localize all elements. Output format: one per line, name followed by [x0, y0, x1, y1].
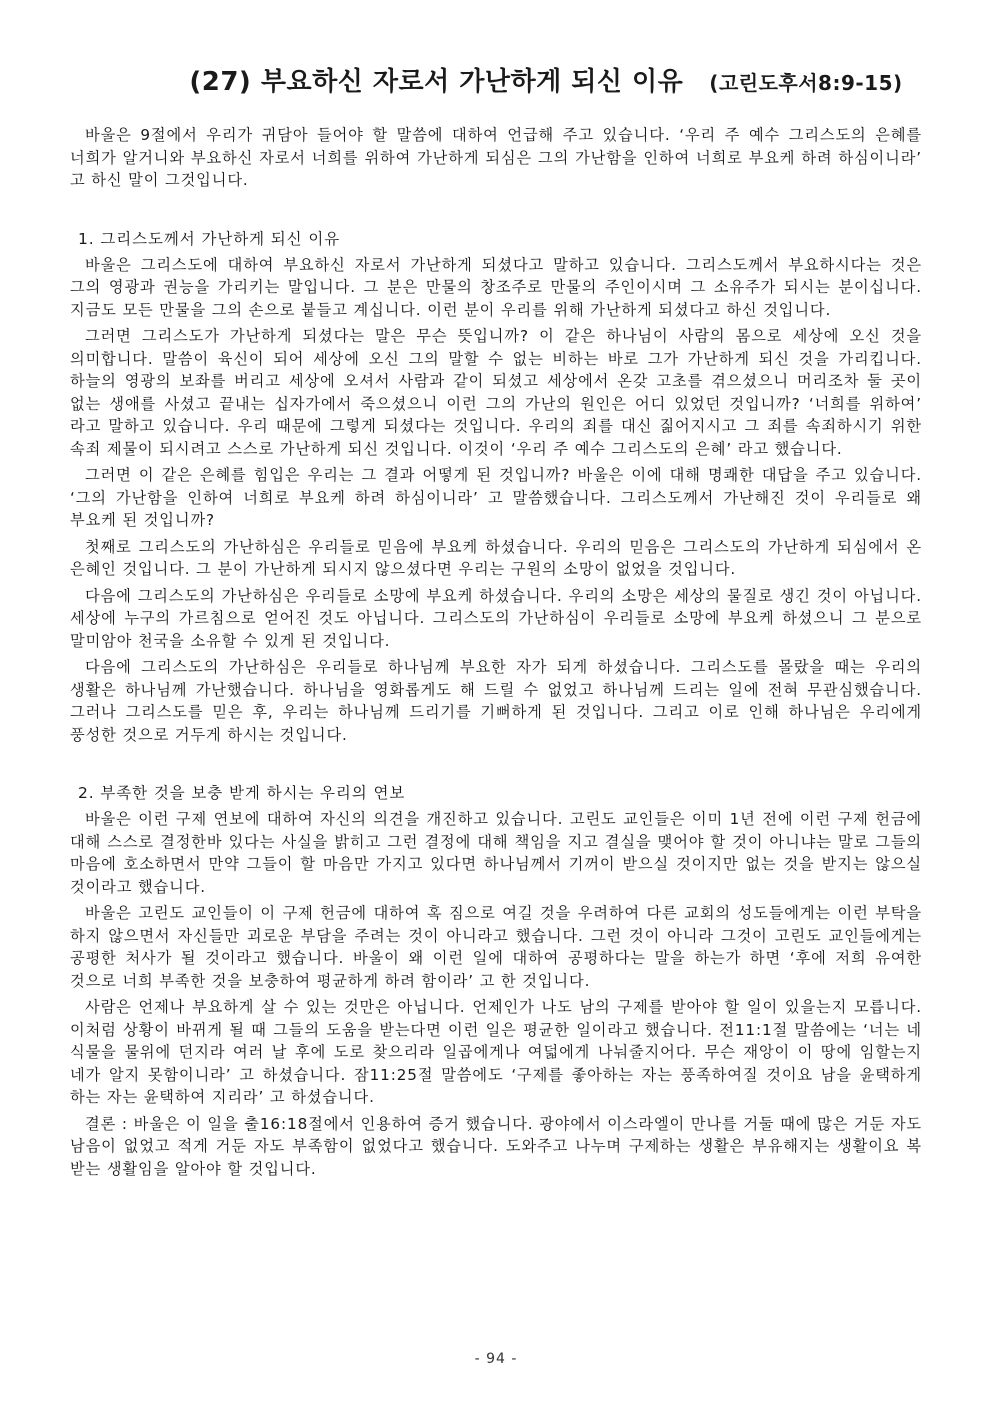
- section-1-paragraph-2: 그러면 그리스도가 가난하게 되셨다는 말은 무슨 뜻입니까? 이 같은 하나님이 사람의 몸으로 세상에 오신 것을 의미합니다. 말씀이 육신이 되어 세상에 오신 그의 말할 수 없는 비하는 바로 그가 가난하게 되신 것을 가리킵니다. 하늘의 영광의 보좌를 버리고 세상에 오셔서 사람과 같이 되셨고 세상에서 온갖 고초를 겪으셨으니 머리조차 둘 곳이 없는 생애를 사셨고 끝내는 십자가에서 죽으셨으니 이런 그의 가난의 원인은 어디 있었던 것입니까? ‘너희를 위하여’ 라고 말하고 있습니다. 우리 때문에 그렇게 되셨다는 것입니다. 우리의 죄를 대신 짊어지시고 그 죄를 속죄하시기 위한 속죄 제물이 되시려고 스스로 가난하게 되신 것입니다. 이것이 ‘우리 주 예수 그리스도의 은혜’ 라고 했습니다.: [70, 327, 922, 458]
- page-number: - 94 -: [474, 1351, 518, 1367]
- page-title: [120, 60, 972, 98]
- section-1-paragraph-4: 첫째로 그리스도의 가난하심은 우리들로 믿음에 부요케 하셨습니다. 우리의 믿음은 그리스도의 가난하게 되심에서 온 은혜인 것입니다. 그 분이 가난하게 되시지 않으셨다면 우리는 구원의 소망이 없었을 것입니다.: [70, 537, 922, 579]
- section-1-paragraph-5: 다음에 그리스도의 가난하심은 우리들로 소망에 부요케 하셨습니다. 우리의 소망은 세상의 물질로 생긴 것이 아닙니다. 세상에 누구의 가르침으로 얻어진 것도 아닙니다. 그리스도의 가난하심이 우리들로 소망에 부요케 하셨으니 그 분으로 말미암아 천국을 소유할 수 있게 된 것입니다.: [70, 586, 922, 650]
- section-1: [70, 228, 922, 747]
- section-2-heading: 2. 부족한 것을 보충 받게 하시는 우리의 연보: [78, 784, 406, 803]
- section-1-heading: 1. 그리스도께서 가난하게 되신 이유: [78, 229, 341, 248]
- section-2-paragraph-1: 바울은 이런 구제 연보에 대하여 자신의 의견을 개진하고 있습니다. 고린도 교인들은 이미 1년 전에 이런 구제 헌금에 대해 스스로 결정한바 있다는 사실을 밝히고 그런 결정에 대해 책임을 지고 결실을 맺어야 할 것이 아니냐는 말로 그들의 마음에 호소하면서 만약 그들이 할 마음만 가지고 있다면 하나님께서 기꺼이 받으실 것이지만 없는 것을 받지는 않으실 것이라고 했습니다.: [70, 810, 922, 896]
- scripture-reference: (고린도후서8:9-15): [709, 71, 903, 95]
- section-1-paragraph-3: 그러면 이 같은 은혜를 힘입은 우리는 그 결과 어떻게 된 것입니까? 바울은 이에 대해 명쾌한 대답을 주고 있습니다. ‘그의 가난함을 인하여 너희로 부요케 하려 하심이니라’ 고 말씀했습니다. 그리스도께서 가난해진 것이 우리들로 왜 부요케 된 것입니까?: [70, 466, 922, 530]
- sermon-title: (27) 부요하신 자로서 가난하게 되신 이유: [189, 67, 684, 97]
- section-2: [70, 782, 922, 1180]
- document-page: [70, 60, 922, 1184]
- section-1-paragraph-1: 바울은 그리스도에 대하여 부요하신 자로서 가난하게 되셨다고 말하고 있습니다. 그리스도께서 부요하시다는 것은 그의 영광과 권능을 가리키는 말입니다. 그 분은 만물의 창조주로 만물의 주인이시며 그 소유주가 되시는 분이십니다. 지금도 모든 만물을 그의 손으로 붙들고 계십니다. 이런 분이 우리를 위해 가난하게 되셨다고 하신 것입니다.: [70, 255, 922, 319]
- section-2-paragraph-3: 사람은 언제나 부요하게 살 수 있는 것만은 아닙니다. 언제인가 나도 남의 구제를 받아야 할 일이 있을는지 모릅니다. 이처럼 상황이 바뀌게 될 때 그들의 도움을 받는다면 이런 일은 평균한 일이라고 했습니다. 전11:1절 말씀에는 ‘너는 네 식물을 물위에 던지라 여러 날 후에 도로 찾으리라 일곱에게나 여덟에게 나눠줄지어다. 무슨 재앙이 이 땅에 임할는지 네가 알지 못함이니라’ 고 하셨습니다. 잠11:25절 말씀에도 ‘구제를 좋아하는 자는 풍족하여질 것이요 남을 윤택하게 하는 자는 윤택하여 지리라’ 고 하셨습니다.: [70, 998, 922, 1107]
- section-1-paragraph-6: 다음에 그리스도의 가난하심은 우리들로 하나님께 부요한 자가 되게 하셨습니다. 그리스도를 몰랐을 때는 우리의 생활은 하나님께 가난했습니다. 하나님을 영화롭게도 해 드릴 수 없었고 하나님께 드리는 일에 전혀 무관심했습니다. 그러나 그리스도를 믿은 후, 우리는 하나님께 드리기를 기뻐하게 된 것입니다. 그리고 이로 인해 하나님은 우리에게 풍성한 것으로 거두게 하시는 것입니다.: [70, 658, 922, 744]
- intro-paragraph: 바울은 9절에서 우리가 귀담아 들어야 할 말씀에 대하여 언급해 주고 있습니다. ‘우리 주 예수 그리스도의 은혜를 너희가 알거니와 부요하신 자로서 너희를 위하여 가난하게 되심은 그의 가난함을 인하여 너희로 부요케 하려 하심이니라’ 고 하신 말이 그것입니다.: [70, 126, 922, 190]
- section-2-paragraph-2: 바울은 고린도 교인들이 이 구제 헌금에 대하여 혹 짐으로 여길 것을 우려하여 다른 교회의 성도들에게는 이런 부탁을 하지 않으면서 자신들만 괴로운 부담을 주려는 것이 아니라고 했습니다. 그런 것이 아니라 그것이 고린도 교인들에게는 공평한 처사가 될 것이라고 했습니다. 바울이 왜 이런 일에 대하여 공평하다는 말을 하는가 하면 ‘후에 저희 유여한 것으로 너희 부족한 것을 보충하여 평균하게 하려 함이라’ 고 한 것입니다.: [70, 904, 922, 990]
- conclusion-paragraph: 결론 : 바울은 이 일을 출16:18절에서 인용하여 증거 했습니다. 광야에서 이스라엘이 만나를 거둘 때에 많은 거둔 자도 남음이 없었고 적게 거둔 자도 부족함이 없었다고 했습니다. 도와주고 나누며 구제하는 생활은 부유해지는 생활이요 복 받는 생활임을 알아야 할 것입니다.: [70, 1114, 922, 1178]
